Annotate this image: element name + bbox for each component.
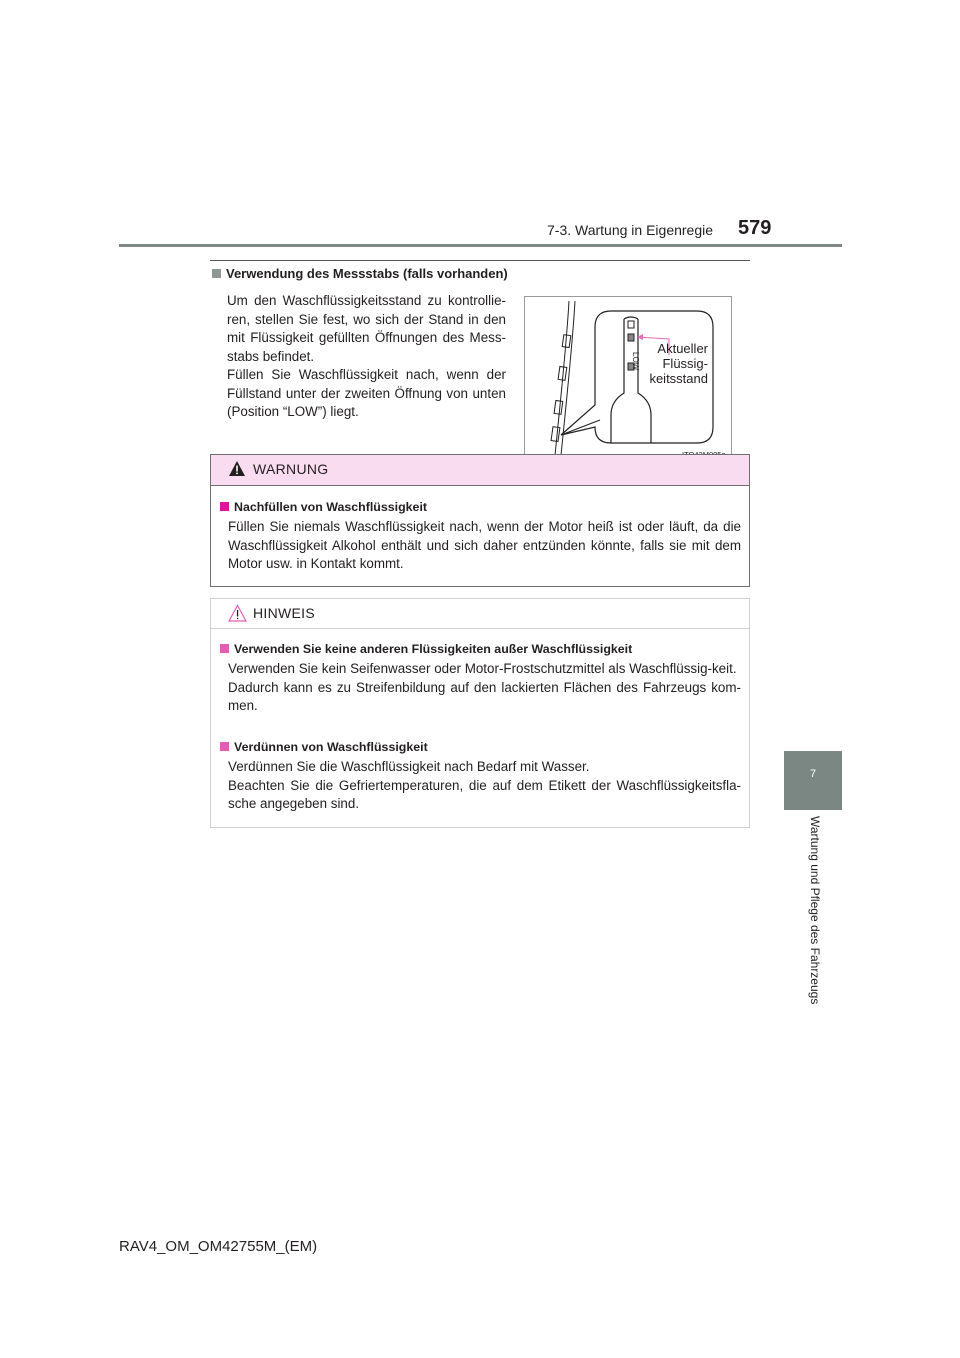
notice-triangle-icon bbox=[228, 604, 247, 622]
section-body: Um den Waschflüssigkeitsstand zu kontrollie-ren, stellen Sie fest, wo sich der Stand in den mit Flüssigkeit gefüllten Öffnungen des Mess-stabs befindet. Füllen Sie Waschflüssigkeit nach, wenn der Füllstand unter der zweiten Öffnung von unten (Position “LOW”) liegt. bbox=[227, 293, 506, 419]
notice-item-body: Verwenden Sie kein Seifenwasser oder Motor-Frostschutzmittel als Waschflüssig-keit. Dadurch kann es zu Streifenbildung auf den lackierten Flächen des Fahrzeugs kom-men. bbox=[228, 661, 741, 713]
dipstick-figure bbox=[524, 296, 732, 460]
warning-item-body: Füllen Sie niemals Waschflüssigkeit nach, wenn der Motor heiß ist oder läuft, da die Waschflüssigkeit Alkohol enthält und sich daher entzünden könnte, falls sie mit dem Motor usw. in Kontakt kommt. bbox=[228, 519, 741, 571]
notice-item-body: Verdünnen Sie die Waschflüssigkeit nach Bedarf mit Wasser. Beachten Sie die Gefriertemperaturen, die auf dem Etikett der Waschflüssigkeitsfla-sche angegeben sind. bbox=[228, 759, 741, 811]
low-mark-label: LOW bbox=[631, 352, 640, 371]
notice-title: HINWEIS bbox=[253, 605, 315, 621]
page-number: 579 bbox=[738, 217, 772, 239]
warning-item-title bbox=[220, 500, 427, 514]
pink-square-icon bbox=[220, 502, 229, 511]
figure-label-line3: keitsstand bbox=[649, 371, 708, 386]
figure-label-line1: Aktueller bbox=[657, 341, 708, 356]
chapter-title-vertical: Wartung und Pflege des Fahrzeugs bbox=[808, 816, 822, 1005]
notice-item-title-text: Verwenden Sie keine anderen Flüssigkeiten außer Waschflüssigkeit bbox=[234, 642, 633, 656]
section-heading-text: Verwendung des Messstabs (falls vorhanden) bbox=[226, 266, 508, 281]
section-rule bbox=[210, 260, 750, 261]
notice-item-title-text: Verdünnen von Waschflüssigkeit bbox=[234, 740, 428, 754]
notice-box bbox=[210, 598, 750, 828]
pink-square-icon bbox=[220, 742, 229, 751]
chapter-tab bbox=[784, 751, 842, 810]
running-header-section: 7-3. Wartung in Eigenregie bbox=[547, 222, 714, 238]
figure-label-line2: Flüssig- bbox=[662, 356, 708, 371]
notice-item-title bbox=[220, 642, 632, 656]
notice-header bbox=[211, 599, 749, 629]
section-heading bbox=[212, 266, 508, 281]
pink-square-icon bbox=[220, 644, 229, 653]
header-rule bbox=[119, 244, 842, 247]
warning-item-title-text: Nachfüllen von Waschflüssigkeit bbox=[234, 500, 428, 514]
warning-triangle-icon bbox=[228, 460, 246, 477]
warning-title: WARNUNG bbox=[253, 461, 329, 477]
footer-document-code: RAV4_OM_OM42755M_(EM) bbox=[119, 1238, 318, 1255]
chapter-number: 7 bbox=[809, 768, 817, 780]
warning-header bbox=[211, 455, 749, 486]
warning-box bbox=[210, 454, 750, 587]
notice-item-title bbox=[220, 740, 428, 754]
heading-square-icon bbox=[212, 269, 221, 278]
